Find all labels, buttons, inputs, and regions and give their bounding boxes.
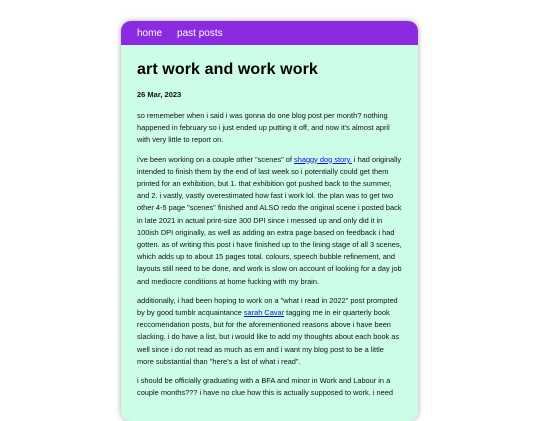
paragraph-3-text-b: tagging me in eir quarterly book reccomendation posts, but for the aforementioned reasons above i have been slacking. i do have a list, but i would like to add my thoughts about each book as well since i do not read as much as em and i want my blog post to be a little more substantial than "here's a list of what i read". [137, 308, 400, 366]
post-card [121, 21, 418, 421]
paragraph-2-text-b: i had originally intended to finish them by the end of last week so i potentially could get them printed for an exhibition, but 1. that exhibition got pushed back to the summer, and 2. i vastly, vastly overestimated how fast i work lol. the plan was to get two other 4-5 page "scenes" finished and ALSO redo the original scene i posted back in late 2021 in actual print-size 300 DPI since i messed up and only did it in 100ish DPI originally, as well as adding an extra page based on feedback i had gotten. as of writing this post i have finished up to the lining stage of all 3 scenes, which adds up to about 15 pages total. colours, speech bubble refinement, and layouts still need to be done, and work is slow on account of looking for a day job and mediocre conditions at home fucking with my brain. [137, 154, 402, 286]
sarah-cavar-link[interactable]: sarah Cavar [243, 308, 285, 318]
shaggy-dog-story-link[interactable]: shaggy dog story. [294, 154, 352, 164]
post-content [121, 45, 418, 399]
post-title: art work and work work [137, 61, 318, 78]
paragraph-3-text-a: additionally, i had been hoping to work on a "what i read in 2022" post prompted by by good tumblr acquaintance [137, 295, 398, 318]
paragraph-2-text-a: i've been working on a couple other "scenes" of [137, 154, 295, 164]
paragraph-3 [137, 295, 402, 368]
paragraph-4: i should be officially graduating with a BFA and minor in Work and Labour in a couple months??? i have no clue how this is actually supposed to work. i need [137, 376, 393, 398]
post-date: 26 Mar, 2023 [137, 90, 182, 99]
top-nav [121, 21, 418, 45]
nav-home-link[interactable]: home [137, 27, 163, 39]
paragraph-2 [137, 154, 402, 288]
paragraph-1: so rememeber when i said i was gonna do one blog post per month? nothing happened in february so i just ended up putting it off, and now it's almost april with very little to report on. [137, 111, 390, 145]
nav-past-posts-link[interactable]: past posts [177, 27, 223, 39]
